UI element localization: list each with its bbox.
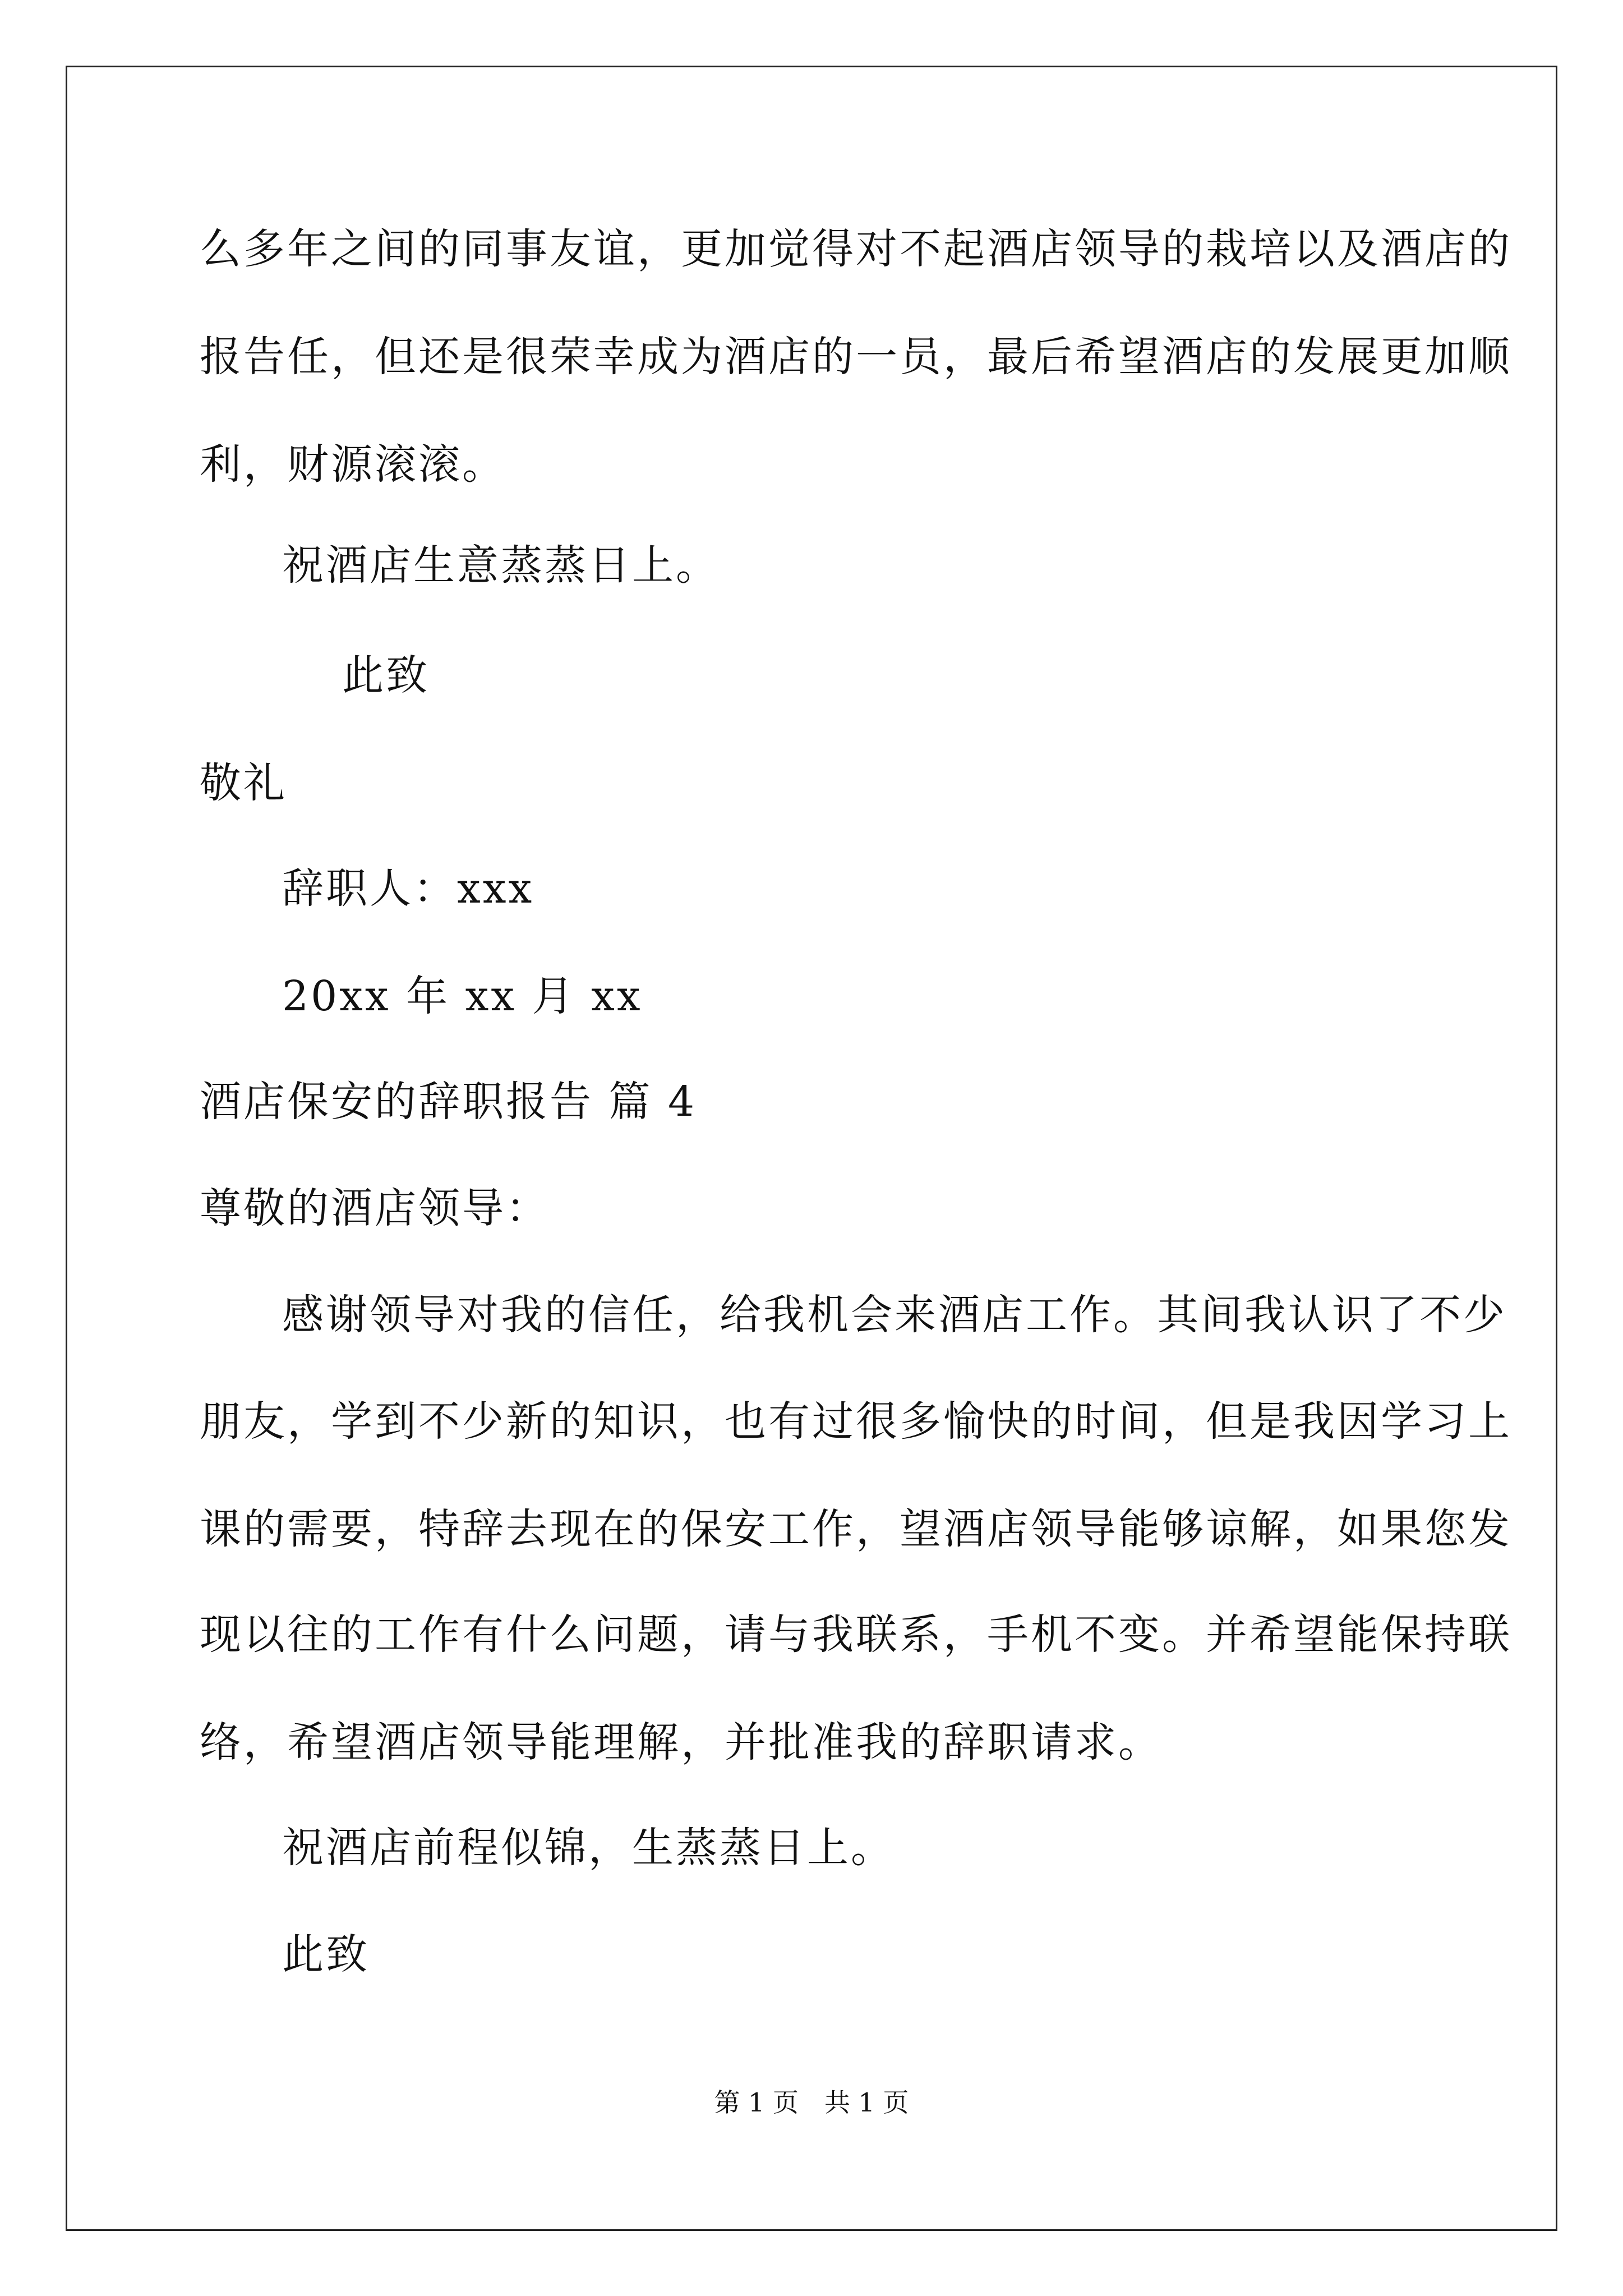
paragraph-line: 么多年之间的同事友谊，更加觉得对不起酒店领导的栽培以及酒店的	[200, 225, 1512, 273]
page-border	[66, 66, 1557, 2231]
paragraph-line: 利，财源滚滚。	[200, 440, 506, 489]
closing-regards: 敬礼	[200, 759, 287, 807]
paragraph-line: 祝酒店生意蒸蒸日上。	[282, 541, 720, 590]
paragraph-line: 现以往的工作有什么问题，请与我联系，手机不变。并希望能保持联	[200, 1611, 1512, 1659]
paragraph-line: 课的需要，特辞去现在的保安工作，望酒店领导能够谅解，如果您发	[200, 1505, 1512, 1553]
signature-line: 辞职人：xxx	[282, 864, 534, 913]
paragraph-line: 络，希望酒店领导能理解，并批准我的辞职请求。	[200, 1718, 1162, 1766]
greeting-line: 尊敬的酒店领导：	[200, 1184, 550, 1232]
paragraph-line: 祝酒店前程似锦，生蒸蒸日上。	[282, 1824, 895, 1872]
paragraph-line: 朋友，学到不少新的知识，也有过很多愉快的时间，但是我因学习上	[200, 1397, 1512, 1446]
page-footer: 第 1 页 共 1 页	[714, 2087, 909, 2118]
closing-salutation: 此致	[282, 1930, 370, 1978]
date-line: 20xx 年 xx 月 xx	[282, 972, 643, 1020]
section-heading: 酒店保安的辞职报告 篇 4	[200, 1078, 697, 1126]
paragraph-line: 报告任，但还是很荣幸成为酒店的一员，最后希望酒店的发展更加顺	[200, 333, 1512, 381]
closing-salutation: 此致	[342, 651, 430, 700]
paragraph-line: 感谢领导对我的信任，给我机会来酒店工作。其间我认识了不少	[282, 1291, 1507, 1339]
